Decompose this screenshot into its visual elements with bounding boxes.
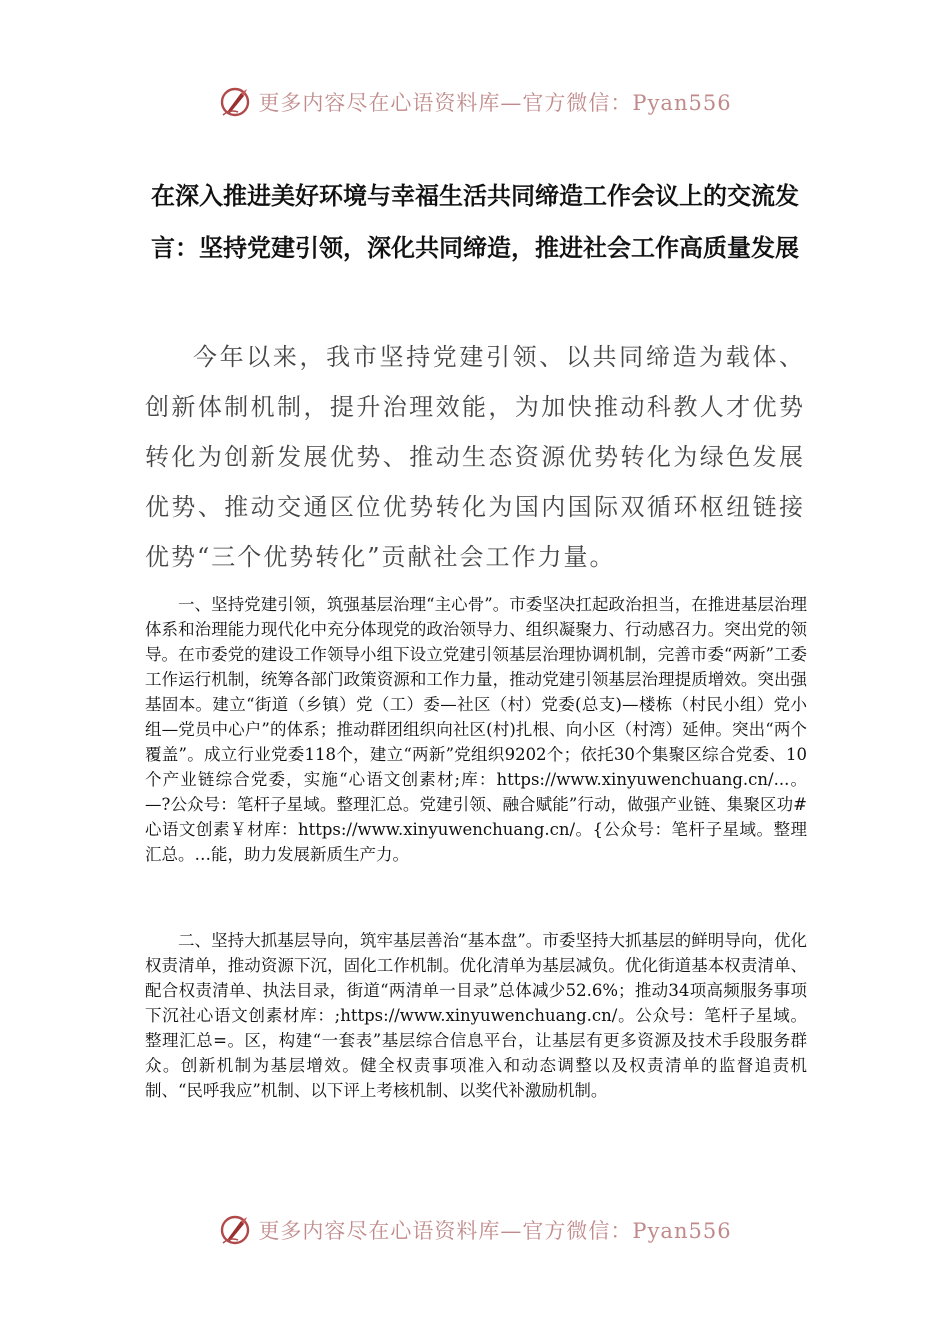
header-banner (0, 80, 950, 124)
document-title: 在深入推进美好环境与幸福生活共同缔造工作会议上的交流发言：坚持党建引领，深化共同缔造，推进社会工作高质量发展 (151, 182, 799, 262)
footer-banner (0, 1208, 950, 1252)
section-2-paragraph: 二、坚持大抓基层导向，筑牢基层善治“基本盘”。市委坚持大抓基层的鲜明导向，优化权责清单，推动资源下沉，固化工作机制。优化清单为基层减负。优化街道基本权责清单、配合权责清单、执法目录，街道“两清单一目录”总体减少52.6%；推动34项高频服务事项下沉社心语文创素材库：;https://www.xinyuwenchuang.cn/。公众号：笔杆子星域。整理汇总=。区，构建“一套表”基层综合信息平台，让基层有更多资源及技术手段服务群众。创新机制为基层增效。健全权责事项准入和动态调整以及权责清单的监督追责机制、“民呼我应”机制、以下评上考核机制、以奖代补激励机制。 (145, 931, 807, 1100)
quill-pen-logo-icon (218, 1213, 252, 1247)
banner-text: 更多内容尽在心语资料库—官方微信：Pyan556 (258, 1219, 732, 1243)
banner-text: 更多内容尽在心语资料库—官方微信：Pyan556 (258, 91, 732, 115)
quill-pen-logo-icon (218, 85, 252, 119)
section-1-paragraph: 一、坚持党建引领，筑强基层治理“主心骨”。市委坚决扛起政治担当，在推进基层治理体系和治理能力现代化中充分体现党的政治领导力、组织凝聚力、行动感召力。突出党的领导。在市委党的建设工作领导小组下设立党建引领基层治理协调机制，完善市委“两新”工委工作运行机制，统筹各部门政策资源和工作力量，推动党建引领基层治理提质增效。突出强基固本。建立“街道（乡镇）党（工）委—社区（村）党委(总支)—楼栋（村民小组）党小组—党员中心户”的体系；推动群团组织向社区(村)扎根、向小区（村湾）延伸。突出“两个覆盖”。成立行业党委118个，建立“两新”党组织9202个；依托30个集聚区综合党委、10个产业链综合党委，实施“心语文创素材;库：https://www.xinyuwenchuang.cn/...。—?公众号：笔杆子星域。整理汇总。党建引领、融合赋能”行动，做强产业链、集聚区功#心语文创素￥材库：https://www.xinyuwenchuang.cn/。{公众号：笔杆子星域。整理汇总。…能，助力发展新质生产力。 (145, 595, 807, 864)
intro-paragraph: 今年以来，我市坚持党建引领、以共同缔造为载体、创新体制机制，提升治理效能，为加快推动科教人才优势转化为创新发展优势、推动生态资源优势转化为绿色发展优势、推动交通区位优势转化为国内国际双循环枢纽链接优势“三个优势转化”贡献社会工作力量。 (145, 343, 805, 571)
